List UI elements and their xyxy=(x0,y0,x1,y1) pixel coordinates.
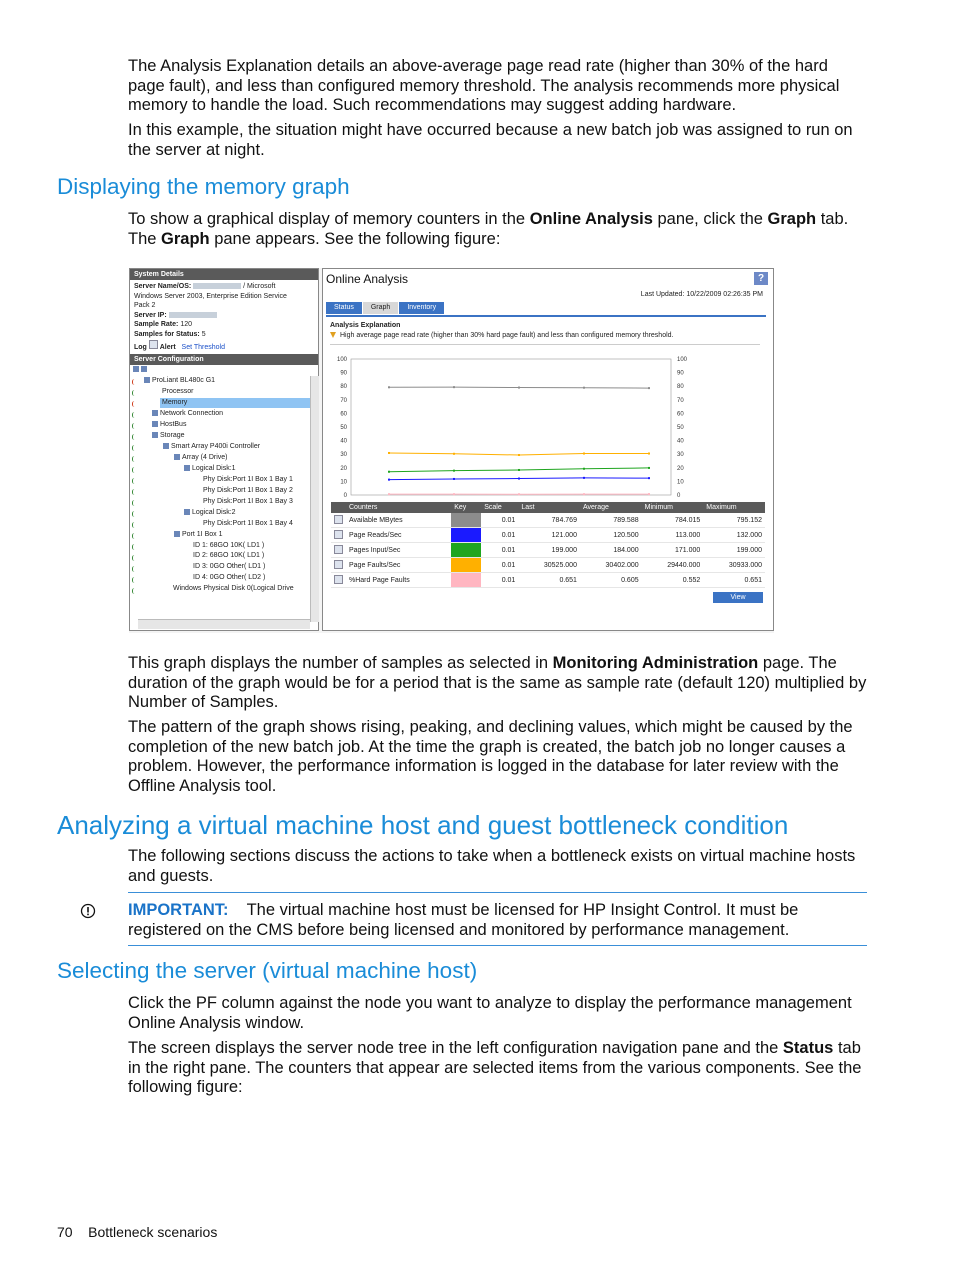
key-swatch xyxy=(451,558,481,573)
series-point xyxy=(583,453,585,455)
view-button[interactable]: View xyxy=(713,592,763,603)
y-tick-label-right: 20 xyxy=(677,465,684,472)
average-value: 0.605 xyxy=(580,573,642,588)
series-point xyxy=(518,454,520,456)
system-details-header: System Details xyxy=(130,269,318,280)
important-top-rule xyxy=(128,892,867,893)
col-key: Key xyxy=(451,502,481,513)
important-note: IMPORTANT: The virtual machine host must be licensed for HP Insight Control. It must be registered on the CMS before being licensed and monitored by performance management. xyxy=(128,901,799,939)
series-point xyxy=(453,453,455,455)
tree-node-phy-disk-4[interactable]: Phy Disk:Port 1I Box 1 Bay 4 xyxy=(203,520,293,527)
y-tick-label-right: 50 xyxy=(677,425,684,431)
tree-node-storage[interactable]: Storage xyxy=(152,431,185,441)
plot-area xyxy=(351,359,671,495)
tab-graph[interactable]: Graph xyxy=(363,302,398,314)
y-tick-label-right: 40 xyxy=(677,438,684,445)
alert-checkbox[interactable] xyxy=(149,340,158,349)
y-tick-label-right: 0 xyxy=(677,493,681,499)
tree-node-array[interactable]: Array (4 Drive) xyxy=(174,453,228,463)
tree-node-logical-disk-1[interactable]: Logical Disk:1 xyxy=(184,464,236,474)
series-point xyxy=(518,469,520,471)
counter-name: Page Reads/Sec xyxy=(346,528,451,543)
key-swatch xyxy=(451,573,481,588)
collapse-all-icon[interactable] xyxy=(141,366,147,372)
series-point xyxy=(453,386,455,388)
table-row xyxy=(331,528,765,543)
analysis-explanation-title: Analysis Explanation xyxy=(330,322,401,329)
maximum-value: 199.000 xyxy=(703,543,765,558)
last-value: 121.000 xyxy=(518,528,580,543)
row-checkbox[interactable] xyxy=(331,543,346,558)
series-point xyxy=(518,493,520,495)
series-point xyxy=(648,467,650,469)
redacted-block xyxy=(169,312,217,318)
tree-toolbar xyxy=(133,366,149,373)
tab-bar xyxy=(326,302,445,315)
tab-underline xyxy=(326,315,766,317)
maximum-value: 30933.000 xyxy=(703,558,765,573)
y-tick-label-right: 30 xyxy=(677,452,684,459)
warning-icon xyxy=(330,332,336,338)
analysis-explanation-text: High average page read rate (higher than 30% hard page fault) and less than configured memory threshold. xyxy=(330,332,673,339)
row-checkbox[interactable] xyxy=(331,558,346,573)
y-tick-label-left: 50 xyxy=(340,425,347,431)
scale-value: 0.01 xyxy=(481,513,518,528)
tree-node-processor[interactable]: Processor xyxy=(162,388,194,395)
row-checkbox[interactable] xyxy=(331,573,346,588)
tree-node-logical-disk-2[interactable]: Logical Disk:2 xyxy=(184,508,236,518)
series-point xyxy=(648,387,650,389)
y-tick-label-left: 90 xyxy=(340,370,347,377)
os-line-2: Windows Server 2003, Enterprise Edition Service xyxy=(134,292,287,300)
last-value: 784.769 xyxy=(518,513,580,528)
key-swatch xyxy=(451,513,481,528)
last-value: 0.651 xyxy=(518,573,580,588)
graph-pattern-paragraph: The pattern of the graph shows rising, peaking, and declining values, which might be caused by the completion of the new batch job. At the time the graph is created, the batch job no longer causes a problem. However, the performance information is logged in the database for later review with the Offline Analysis tool. xyxy=(128,718,853,795)
section-heading-memory-graph: Displaying the memory graph xyxy=(57,174,350,199)
selecting-server-paragraph-2: The screen displays the server node tree in the left configuration navigation pane and the Status tab in the right pane. The counters that appear are selected items from the various components. See the following figure: xyxy=(128,1039,862,1097)
series-point xyxy=(388,493,390,495)
average-value: 30402.000 xyxy=(580,558,642,573)
y-tick-label-right: 10 xyxy=(677,479,684,486)
set-threshold-link[interactable]: Set Threshold xyxy=(181,343,225,351)
intro-paragraph-2: In this example, the situation might have occurred because a new batch job was assigned to run on the server at night. xyxy=(128,121,853,159)
minimum-value: 784.015 xyxy=(642,513,704,528)
series-point xyxy=(453,478,455,480)
intro-paragraph-1: The Analysis Explanation details an above-average page read rate (higher than 30% of the hard page fault), and less than configured memory threshold. The analysis recommends more physical memory to handle the load. Such recommendations may suggest adding hardware. xyxy=(128,57,840,115)
os-line-3: Pack 2 xyxy=(134,302,156,310)
help-icon[interactable]: ? xyxy=(754,272,768,285)
table-row xyxy=(331,573,765,588)
minimum-value: 171.000 xyxy=(642,543,704,558)
y-tick-label-left: 0 xyxy=(343,493,347,499)
y-tick-label-right: 90 xyxy=(677,370,684,377)
expand-all-icon[interactable] xyxy=(133,366,139,372)
minimum-value: 29440.000 xyxy=(642,558,704,573)
last-updated: Last Updated: 10/22/2009 02:26:35 PM xyxy=(640,291,763,298)
y-tick-label-left: 20 xyxy=(340,465,347,472)
last-value: 30525.000 xyxy=(518,558,580,573)
online-analysis-title: Online Analysis xyxy=(326,272,409,286)
tree-node-memory[interactable]: Memory xyxy=(160,398,310,408)
minimum-value: 0.552 xyxy=(642,573,704,588)
scale-value: 0.01 xyxy=(481,558,518,573)
samples-row: Samples for Status: 5 xyxy=(134,330,206,338)
col-counters: Counters xyxy=(346,502,451,513)
table-row xyxy=(331,558,765,573)
important-icon xyxy=(80,903,96,919)
y-tick-label-right: 70 xyxy=(677,397,684,404)
online-analysis-pane xyxy=(322,268,774,631)
series-point xyxy=(583,477,585,479)
log-alert-row: Log Alert Set Threshold xyxy=(130,340,318,346)
col-maximum: Maximum xyxy=(703,502,765,513)
tab-status[interactable]: Status xyxy=(326,302,362,314)
maximum-value: 0.651 xyxy=(703,573,765,588)
tree-node-id-4[interactable]: ID 4: 0GO Other( LD2 ) xyxy=(193,574,266,581)
key-swatch xyxy=(451,543,481,558)
key-swatch xyxy=(451,528,481,543)
server-tree xyxy=(130,376,310,616)
counter-name: %Hard Page Faults xyxy=(346,573,451,588)
memory-line-chart xyxy=(323,351,773,501)
page-footer xyxy=(57,1224,217,1240)
important-label: IMPORTANT: xyxy=(128,901,229,919)
divider xyxy=(330,344,760,345)
tree-node-proliant[interactable]: ProLiant BL480c G1 xyxy=(144,376,215,386)
table-header-row xyxy=(331,502,765,513)
row-checkbox[interactable] xyxy=(331,528,346,543)
series-point xyxy=(518,478,520,480)
tree-node-phy-disk-1[interactable]: Phy Disk:Port 1I Box 1 Bay 1 xyxy=(203,476,293,483)
series-point xyxy=(453,493,455,495)
graph-description-paragraph: This graph displays the number of samples as selected in Monitoring Administration page. The duration of the graph would be for a period that is the same as sample rate (default 120) multiplied by Number of Samples. xyxy=(128,654,867,712)
average-value: 184.000 xyxy=(580,543,642,558)
series-point xyxy=(648,453,650,455)
important-bottom-rule xyxy=(128,945,867,946)
series-point xyxy=(583,468,585,470)
series-point xyxy=(583,493,585,495)
y-tick-label-left: 80 xyxy=(340,384,347,391)
server-configuration-header: Server Configuration xyxy=(130,354,318,365)
maximum-value: 132.000 xyxy=(703,528,765,543)
table-row xyxy=(331,543,765,558)
y-tick-label-left: 10 xyxy=(340,479,347,486)
sample-rate-row: Sample Rate: 120 xyxy=(134,321,192,329)
y-tick-label-left: 70 xyxy=(340,397,347,404)
tree-node-phy-disk-2[interactable]: Phy Disk:Port 1I Box 1 Bay 2 xyxy=(203,487,293,494)
counters-table xyxy=(331,502,765,588)
tree-node-id-2[interactable]: ID 2: 68GO 10K( LD1 ) xyxy=(193,552,265,559)
section-heading-selecting-server: Selecting the server (virtual machine host) xyxy=(57,958,478,983)
y-tick-label-left: 40 xyxy=(340,438,347,445)
left-pane xyxy=(129,268,319,631)
server-ip-row: Server IP: xyxy=(130,311,318,321)
tree-node-port[interactable]: Port 1I Box 1 xyxy=(174,530,222,540)
server-name-row: Server Name/OS: / Microsoft xyxy=(134,283,276,290)
y-tick-label-left: 30 xyxy=(340,452,347,459)
y-tick-label-right: 80 xyxy=(677,384,684,391)
page-number: 70 xyxy=(57,1224,73,1240)
col-minimum: Minimum xyxy=(642,502,704,513)
maximum-value: 795.152 xyxy=(703,513,765,528)
minimum-value: 113.000 xyxy=(642,528,704,543)
y-tick-label-right: 100 xyxy=(677,357,688,363)
tree-node-smart-array[interactable]: Smart Array P400i Controller xyxy=(163,442,260,452)
series-point xyxy=(648,493,650,495)
y-tick-label-left: 100 xyxy=(336,357,347,363)
scale-value: 0.01 xyxy=(481,528,518,543)
col-scale: Scale xyxy=(481,502,518,513)
counter-name: Pages Input/Sec xyxy=(346,543,451,558)
scale-value: 0.01 xyxy=(481,573,518,588)
tree-node-hostbus[interactable]: HostBus xyxy=(152,420,186,430)
tree-node-id-1[interactable]: ID 1: 68GO 10K( LD1 ) xyxy=(193,542,265,549)
series-point xyxy=(388,479,390,481)
tree-horizontal-scrollbar[interactable] xyxy=(138,619,310,629)
footer-section: Bottleneck scenarios xyxy=(88,1224,218,1240)
series-point xyxy=(583,387,585,389)
tree-node-phy-disk-3[interactable]: Phy Disk:Port 1I Box 1 Bay 3 xyxy=(203,498,293,505)
selecting-server-paragraph-1: Click the PF column against the node you want to analyze to display the performance management Online Analysis window. xyxy=(128,994,852,1032)
counter-name: Available MBytes xyxy=(346,513,451,528)
tree-node-windows-disk[interactable]: Windows Physical Disk 0(Logical Drive xyxy=(173,585,294,592)
row-checkbox[interactable] xyxy=(331,513,346,528)
col-average: Average xyxy=(580,502,642,513)
tab-inventory[interactable]: Inventory xyxy=(399,302,444,314)
series-point xyxy=(648,477,650,479)
section-heading-virtual-machine: Analyzing a virtual machine host and guest bottleneck condition xyxy=(57,810,789,840)
counter-name: Page Faults/Sec xyxy=(346,558,451,573)
series-point xyxy=(388,452,390,454)
y-tick-label-right: 60 xyxy=(677,411,684,418)
tree-node-id-3[interactable]: ID 3: 0GO Other( LD1 ) xyxy=(193,563,266,570)
average-value: 789.588 xyxy=(580,513,642,528)
virtual-machine-paragraph: The following sections discuss the actions to take when a bottleneck exists on virtual machine hosts and guests. xyxy=(128,847,856,885)
tree-vertical-scrollbar[interactable] xyxy=(310,376,319,622)
last-value: 199.000 xyxy=(518,543,580,558)
redacted-block xyxy=(193,283,241,289)
tree-node-network[interactable]: Network Connection xyxy=(152,409,223,419)
memory-graph-paragraph: To show a graphical display of memory counters in the Online Analysis pane, click the Graph tab. The Graph pane appears. See the following figure: xyxy=(128,210,849,248)
scale-value: 0.01 xyxy=(481,543,518,558)
col-last: Last xyxy=(518,502,580,513)
average-value: 120.500 xyxy=(580,528,642,543)
series-point xyxy=(518,387,520,389)
online-analysis-figure xyxy=(129,268,774,633)
series-point xyxy=(388,471,390,473)
series-point xyxy=(388,386,390,388)
table-row xyxy=(331,513,765,528)
series-point xyxy=(453,470,455,472)
y-tick-label-left: 60 xyxy=(340,411,347,418)
